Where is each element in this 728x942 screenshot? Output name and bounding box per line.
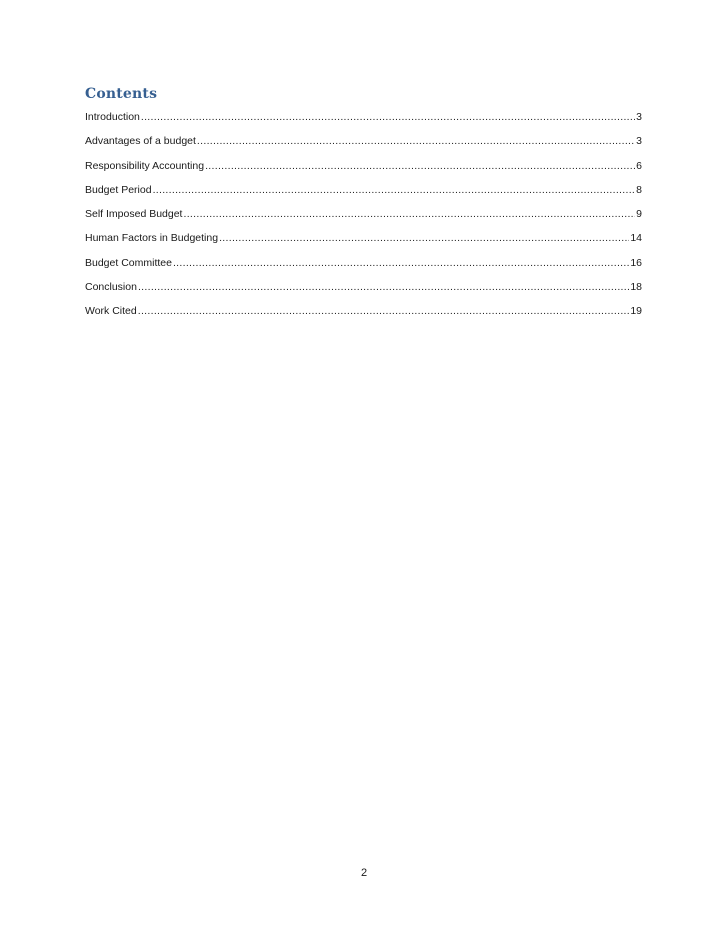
toc-entry-title: Introduction — [85, 111, 140, 123]
toc-dot-leader — [173, 256, 629, 270]
toc-entry-page: 8 — [636, 183, 642, 196]
page-number: 2 — [360, 867, 368, 879]
toc-entry-page: 18 — [630, 281, 642, 294]
toc-entry-page: 9 — [636, 208, 642, 221]
toc-dot-leader — [219, 231, 629, 245]
toc-dot-leader — [183, 207, 635, 221]
toc-entry[interactable] — [85, 256, 642, 280]
toc-entry-page: 16 — [630, 256, 642, 269]
toc-entry-title: Work Cited — [85, 305, 137, 318]
toc-entry[interactable] — [85, 280, 642, 304]
toc-entry-page: 14 — [630, 232, 642, 245]
toc-entry-page: 3 — [636, 135, 642, 148]
toc-dot-leader — [138, 280, 629, 294]
toc-dot-leader — [197, 134, 635, 148]
toc-entry[interactable] — [85, 231, 642, 255]
toc-heading: Contents — [85, 86, 158, 102]
toc-dot-leader — [205, 159, 635, 173]
table-of-contents — [85, 110, 642, 329]
toc-entry-title: Budget Committee — [85, 256, 172, 269]
toc-entry-title: Responsibility Accounting — [85, 159, 205, 172]
toc-entry-title: Budget Period — [85, 183, 152, 196]
toc-dot-leader — [153, 183, 636, 197]
toc-entry-title: Self Imposed Budget — [85, 208, 183, 221]
toc-entry[interactable] — [85, 110, 642, 134]
toc-entry[interactable] — [85, 134, 642, 158]
toc-entry-page: 6 — [636, 159, 642, 172]
toc-entry[interactable] — [85, 304, 642, 328]
toc-entry-title: Conclusion — [85, 281, 137, 294]
toc-entry-page: 19 — [630, 305, 642, 318]
toc-dot-leader — [138, 304, 630, 318]
toc-dot-leader — [141, 110, 635, 124]
toc-entry[interactable] — [85, 207, 642, 231]
toc-entry[interactable] — [85, 159, 642, 183]
toc-entry[interactable] — [85, 183, 642, 207]
toc-entry-title: Human Factors in Budgeting — [85, 232, 219, 245]
toc-entry-title: Advantages of a budget — [85, 135, 196, 148]
toc-entry-page: 3 — [636, 111, 642, 123]
